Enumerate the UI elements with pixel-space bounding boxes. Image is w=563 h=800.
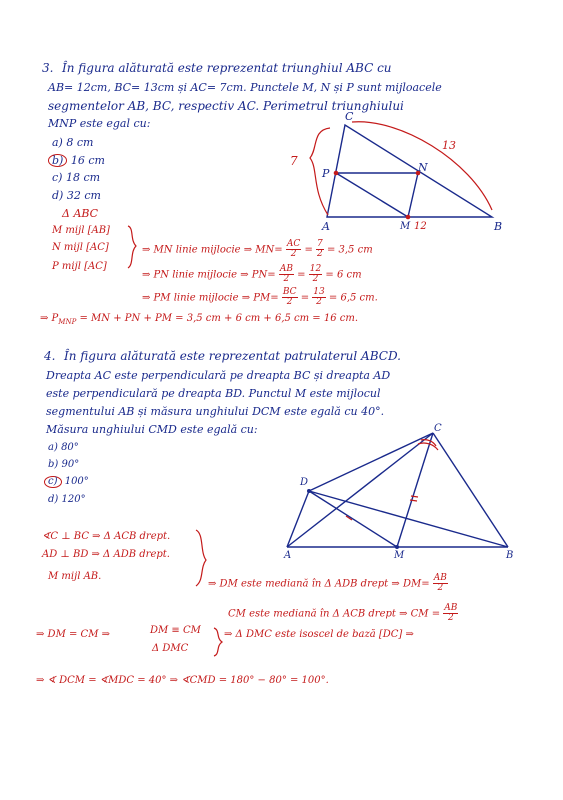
label-m4: M xyxy=(394,550,405,561)
answer-circle: b) xyxy=(48,154,67,167)
segment-cm xyxy=(397,433,433,547)
quadrilateral-abcd-figure xyxy=(287,433,508,547)
p3-sol-pn: ⇒ PN linie mijlocie ⇒ PN= $\frac{AB}{2}$ = $\frac{12}{2}$ = 6 cm xyxy=(142,264,362,285)
p4-sol3: M mijl AB. xyxy=(48,571,102,582)
problem3-line1: În figura alăturată este reprezentat triunghiul ABC cu xyxy=(62,61,392,75)
answer-circle: c) xyxy=(44,476,62,488)
p4-sol2: AD ⊥ BD ⇒ Δ ADB drept. xyxy=(42,549,170,560)
label-a4: A xyxy=(284,550,292,561)
problem4-option-a: a) 80° xyxy=(48,442,79,453)
problem4-option-b: b) 90° xyxy=(48,459,80,470)
problem4-option-d: d) 120° xyxy=(48,494,86,505)
p4-sol4: ⇒ DM este mediană în Δ ADB drept ⇒ DM= $\frac{AB}{2}$ xyxy=(208,573,447,594)
p3-sol-final: ⇒ $P_{MNP}$ = MN + PN + PM = 3,5 cm + 6 cm + 6,5 cm = 16 cm. xyxy=(40,313,359,326)
p3-sol-p: P mijl [AC] xyxy=(52,261,107,272)
brace-sol3 xyxy=(128,226,136,268)
label-c4: C xyxy=(434,423,442,434)
p4-sol6b: DM ≡ CM xyxy=(150,625,201,636)
segment-cb xyxy=(433,433,508,547)
tick-cm-1 xyxy=(411,496,418,497)
p3-sol-triangle: Δ ABC xyxy=(62,207,99,220)
p4-sol5: CM este mediană în Δ ACB drept ⇒ CM = $\frac{AB}{2}$ xyxy=(228,603,458,624)
p4-sol6d: ⇒ Δ DMC este isoscel de bază [DC] ⇒ xyxy=(224,629,414,640)
label-n3: N xyxy=(418,161,428,174)
problem4-line1: În figura alăturată este reprezentat patrulaterul ABCD. xyxy=(64,349,401,363)
label-a3: A xyxy=(322,220,330,233)
brace-sol4 xyxy=(196,530,206,586)
brace-sol6 xyxy=(214,628,222,656)
problem3-option-b: b) 16 cm xyxy=(48,154,105,167)
label-13: 13 xyxy=(442,139,456,152)
triangle-abc-figure xyxy=(327,125,492,217)
label-p3: P xyxy=(322,167,330,180)
triangle-abc xyxy=(327,125,492,217)
segment-db xyxy=(309,491,508,547)
point-d xyxy=(307,489,311,493)
problem4-line4: segmentului AB și măsura unghiului DCM este egală cu 40°. xyxy=(46,405,385,418)
p4-sol6a: ⇒ DM = CM ⇒ xyxy=(36,629,110,640)
problem4-option-c: c) 100° xyxy=(44,476,89,488)
problem4-line3: este perpendiculară pe dreapta BD. Punctul M este mijlocul xyxy=(46,387,381,400)
p3-sol-n: N mijl [AC] xyxy=(52,242,109,253)
problem4-line5: Măsura unghiului CMD este egală cu: xyxy=(46,423,258,436)
label-b4: B xyxy=(506,550,514,561)
label-12: 12 xyxy=(414,221,427,232)
p4-sol6c: Δ DMC xyxy=(152,643,189,654)
problem3-line2: AB= 12cm, BC= 13cm și AC= 7cm. Punctele M, N și P sunt mijloacele xyxy=(48,81,442,94)
p4-sol1: ∢C ⊥ BC ⇒ Δ ACB drept. xyxy=(42,531,171,542)
triangle-points xyxy=(334,171,421,220)
label-m3: M xyxy=(400,221,411,232)
p3-sol-m: M mijl [AB] xyxy=(52,225,110,236)
p3-sol-pm: ⇒ PM linie mijlocie ⇒ PM= $\frac{BC}{2}$ = $\frac{13}{2}$ = 6,5 cm. xyxy=(142,287,378,308)
label-b3: B xyxy=(494,220,503,233)
triangle-mnp xyxy=(336,173,418,217)
problem3-option-a: a) 8 cm xyxy=(52,136,94,149)
problem3-number: 3. xyxy=(42,61,54,75)
point-m4 xyxy=(395,545,399,549)
point-p xyxy=(334,171,339,176)
problem4-line2: Dreapta AC este perpendiculară pe dreapta BC și dreapta AD xyxy=(46,369,391,382)
problem3-option-c: c) 18 cm xyxy=(52,171,101,184)
segment-dc xyxy=(309,433,433,491)
point-m xyxy=(406,215,411,220)
label-7: 7 xyxy=(290,154,298,168)
p4-sol7: ⇒ ∢ DCM = ∢MDC = 40° ⇒ ∢CMD = 180° − 80° = 100°. xyxy=(36,675,329,686)
problem3-line3: segmentelor AB, BC, respectiv AC. Perimetrul triunghiului xyxy=(48,99,404,113)
label-c3: C xyxy=(345,110,354,123)
p3-sol-mn: ⇒ MN linie mijlocie ⇒ MN= $\frac{AC}{2}$ = $\frac{7}{2}$ = 3,5 cm xyxy=(142,239,373,260)
label-d4: D xyxy=(300,477,309,488)
problem3-option-d: d) 32 cm xyxy=(52,189,101,202)
problem4-number: 4. xyxy=(44,349,56,363)
problem3-line4: MNP este egal cu: xyxy=(48,117,151,130)
